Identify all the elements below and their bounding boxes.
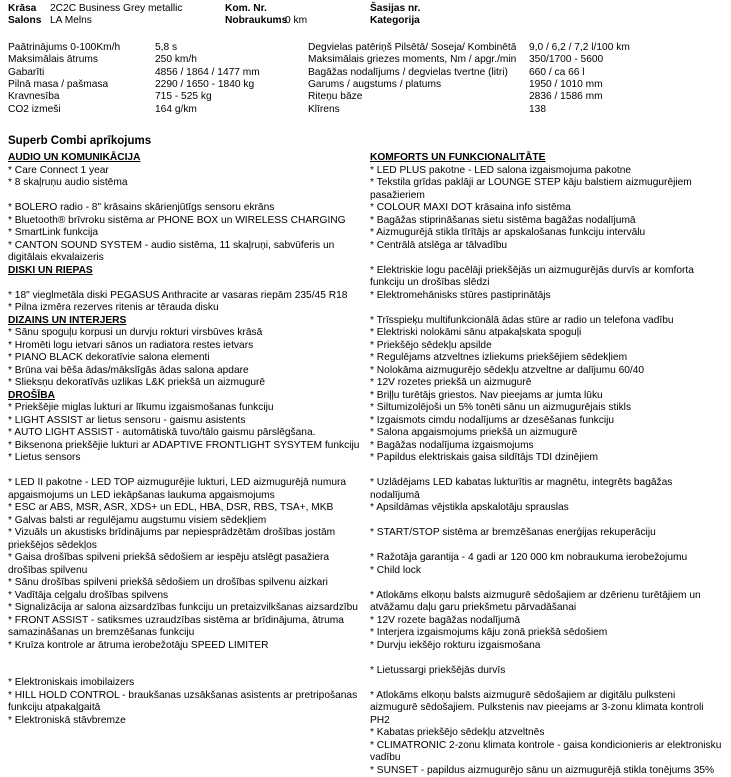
equipment-item [8,602,363,615]
equipment-item-description: - gaisa kondicionieris ar elektronisku vadību [370,740,721,764]
equipment-item-description: - LED TOP aizmugurējie lukturi, LED aizmugurējā numura apgaismojums un LED iekāpšanas laukuma apgaismojums [8,477,346,501]
equipment-item-text: * Atlokāms elkoņu balsts aizmugurē sēdošajiem ar digitālu pulksteni aizmugurē sēdošajiem. Pulkstenis nav pieejams ar 3-zonu klimata kontroli PH2 [370,690,704,726]
spec-label: Paātrinājums 0-100Km/h [8,42,120,55]
equipment-item [8,715,363,728]
spec-value: 2836 / 1586 mm [529,91,603,104]
spec-label: Riteņu bāze [308,91,362,104]
equipment-item-text: * Elektriskie logu pacēlāji priekšējās un aizmugurējās durvīs ar komforta funkciju un drošības slēdzi [370,265,694,289]
equipment-item-text: * Gaisa drošības spilveni priekšā sēdošiem ar iespēju atslēgt pasažiera drošības spilvenu [8,552,329,576]
equipment-item [370,315,725,328]
equipment-item [8,227,363,240]
equipment-item-description: - audio sistēma, 11 skaļruņi, sabvūferis un digitālais ekvalaizeris [8,240,334,264]
equipment-item [8,440,363,453]
equipment-item-text: * Durvju iekšējo rokturu izgaismošana [370,640,540,651]
spec-label: Bagāžas nodalījums / degvielas tvertne (litri) [308,67,508,80]
section-heading: DROŠĪBA [8,390,363,403]
equipment-item [370,527,725,540]
spec-label: Garums / augstums / platums [308,79,441,92]
equipment-item-text: * Bagāžas stiprināšanas sietu sistēma bagāžas nodalījumā [370,215,636,226]
equipment-item [370,727,725,740]
spec-label: CO2 izmeši [8,104,61,117]
equipment-item-text: * Apsildāmas vējstikla apskalotāju sprauslas [370,502,569,513]
equipment-item-text: * Siltumizolējoši un 5% tonēti sānu un aizmugurējais stikls [370,402,631,413]
equipment-item-text: * BOLERO radio [8,202,83,213]
equipment-item-text: * Sānu spoguļu korpusi un durvju rokturi virsbūves krāsā [8,327,262,338]
spacer [370,652,725,665]
equipment-item [370,165,725,178]
equipment-item-text: * Kabatas priekšējo sēdekļu atzveltnēs [370,727,544,738]
equipment-item-text: * Izgaismots cimdu nodalījums ar dzesēšanas funkciju [370,415,614,426]
equipment-item [370,352,725,365]
equipment-item [8,365,363,378]
equipment-item [8,215,363,228]
equipment-item-description: - satiksmes uzraudzības sistēma ar brīdinājuma, ātruma samazināšanas un bremzēšanas funkciju [8,615,344,639]
equipment-item [370,477,725,502]
equipment-item [8,202,363,215]
equipment-item [370,377,725,390]
spec-value: 350/1700 - 5600 [529,54,603,67]
spec-value: 715 - 525 kg [155,91,212,104]
salons-label: Salons [8,15,41,28]
section-heading: KOMFORTS UN FUNKCIONALITĀTE [370,152,725,165]
equipment-item-text: * Biksenona priekšējie lukturi ar ADAPTIVE FRONTLIGHT SYSYTEM funkciju [8,440,359,451]
equipment-item [8,302,363,315]
equipment-item [370,415,725,428]
section-heading: DIZAINS UN INTERJERS [8,315,363,328]
equipment-item-text: * Centrālā atslēga ar tālvadību [370,240,507,251]
equipment-item-text: * Galvas balsti ar regulējamu augstumu visiem sēdekļiem [8,515,266,526]
equipment-item-text: * 18" vieglmetāla diski PEGASUS Anthracite ar vasaras riepām 235/45 R18 [8,290,347,301]
equipment-item-text: * Salona apgaismojums priekšā un aizmugurē [370,427,577,438]
spec-value: 1950 / 1010 mm [529,79,603,92]
equipment-item-text: * CLIMATRONIC 2-zonu klimata kontrole [370,740,554,751]
equipment-item-text: * 8 skaļruņu audio sistēma [8,177,127,188]
equipment-item-text: * Elektroniskā stāvbremze [8,715,126,726]
equipment-item [8,527,363,552]
equipment-item [8,552,363,577]
equipment-item-text: * Elektroniskais imobilaizers [8,677,134,688]
equipment-item-text: * Regulējams atzveltnes izliekums priekšējiem sēdekļiem [370,352,627,363]
equipment-item-text: * PIANO BLACK dekoratīvie salona elementi [8,352,210,363]
spacer [370,515,725,528]
equipment-item-text: * Trīsspieķu multifunkcionālā ādas stūre ar radio un telefona vadību [370,315,674,326]
salons-value: LA Melns [50,15,92,28]
equipment-item [8,240,363,265]
equipment-item-text: * Signalizācija ar salona aizsardzības funkciju un pretaizvilkšanas aizsardzību [8,602,358,613]
equipment-item-description: - automātiskā tuvo/tālo gaismu pārslēgšana. [113,427,315,438]
spacer [370,302,725,315]
spec-value: 2290 / 1650 - 1840 kg [155,79,254,92]
equipment-item-text: * Nolokāma aizmugurējo sēdekļu atzveltne ar dalījumu 60/40 [370,365,644,376]
equipment-item [8,640,363,653]
equipment-item [370,552,725,565]
equipment-item [8,690,363,715]
spec-value: 138 [529,104,546,117]
equipment-item [8,377,363,390]
equipment-item [370,440,725,453]
equipment-item [370,427,725,440]
equipment-item-text: * Priekšējo sēdekļu apsilde [370,340,492,351]
equipment-item-text: * Care Connect 1 year [8,165,109,176]
spacer [8,665,363,678]
spec-label: Maksimālais ātrums [8,54,98,67]
equipment-item [370,502,725,515]
equipment-item-text: * Papildus elektriskais gaisa sildītājs TDI dzinējiem [370,452,598,463]
equipment-item-text: * Priekšējie miglas lukturi ar līkumu izgaismošanas funkciju [8,402,274,413]
equipment-item [370,290,725,303]
equipment-item-text: * HILL HOLD CONTROL [8,690,119,701]
spacer [370,577,725,590]
equipment-item [8,340,363,353]
equipment-item-text: * FRONT ASSIST [8,615,88,626]
spec-label: Pilnā masa / pašmasa [8,79,108,92]
spec-label: Degvielas patēriņš Pilsētā/ Šoseja/ Kombinētā [308,42,516,55]
equipment-item-description: - papildus aizmugurējo sānu un aizmugurējā stikla tonējums 35% [418,765,714,776]
equipment-item [8,477,363,502]
equipment-item-text: * Uzlādējams LED kabatas lukturītis ar magnētu, integrēts bagāžas nodalījumā [370,477,672,501]
spacer [370,540,725,553]
equipment-item [370,327,725,340]
equipment-item [8,290,363,303]
equipment-item [8,677,363,690]
equipment-item-text: * Vizuāls un akustisks brīdinājums par nepiesprādzētām drošības jostām priekšējos sēdekļos [8,527,335,551]
equipment-item [370,590,725,615]
spec-value: 164 g/km [155,104,197,117]
equipment-left-column [8,152,363,727]
equipment-item [8,577,363,590]
equipment-item [370,627,725,640]
equipment-item-text: * ESC ar ABS, MSR, ASR, XDS+ un EDL, HBA, DSR, RBS, TSA+, MKB [8,502,333,513]
spec-value: 250 km/h [155,54,197,67]
equipment-item [370,402,725,415]
spacer [8,465,363,478]
nobraukums-value: 0 km [285,15,307,28]
equipment-item [8,452,363,465]
equipment-item-text: * SUNSET [370,765,418,776]
equipment-item-text: * LED PLUS pakotne [370,165,465,176]
equipment-item [370,177,725,202]
equipment-item-text: * Slieksņu dekoratīvās uzlikas L&K priekšā un aizmugurē [8,377,265,388]
equipment-item [8,177,363,190]
spacer [8,652,363,665]
equipment-item-text: * SmartLink funkcija [8,227,98,238]
spacer [370,252,725,265]
equipment-item-description: - gaismu asistents [161,415,246,426]
equipment-item [8,415,363,428]
equipment-item-text: * Pilna izmēra rezerves ritenis ar tērauda disku [8,302,219,313]
spec-value: 4856 / 1864 / 1477 mm [155,67,260,80]
section-heading: DISKI UN RIEPAS [8,265,363,278]
equipment-item [370,240,725,253]
equipment-item-text: * COLOUR MAXI DOT krāsaina info sistēma [370,202,571,213]
equipment-item [8,515,363,528]
equipment-item [370,765,725,777]
spacer [8,277,363,290]
equipment-item-text: * Elektromehānisks stūres pastiprinātājs [370,290,551,301]
kom-label: Kom. Nr. [225,3,267,16]
kategorija-label: Kategorija [370,15,420,28]
equipment-item [370,390,725,403]
equipment-item [8,427,363,440]
equipment-item [370,365,725,378]
equipment-item [370,227,725,240]
spacer [370,677,725,690]
equipment-item [370,215,725,228]
equipment-item-description: - 4 gadi ar 120 000 km nobraukuma ierobežojumu [459,552,687,563]
equipment-item-text: * Interjera izgaismojums kāju zonā priekšā sēdošiem [370,627,607,638]
equipment-item-description: - braukšanas uzsākšanas asistents ar pretripošanas funkciju atpakaļgaitā [8,690,357,714]
equipment-item-text: * CANTON SOUND SYSTEM [8,240,142,251]
equipment-item-text: * LIGHT ASSIST ar lietus sensoru [8,415,161,426]
equipment-item [8,352,363,365]
equipment-item-text: * Hromēti logu ietvari sānos un radiatora restes ietvars [8,340,253,351]
equipment-item-text: * Briļļu turētājs griestos. Nav pieejams ar jumta lūku [370,390,603,401]
spec-label: Kravnesība [8,91,60,104]
equipment-item-text: * START/STOP sistēma ar bremzēšanas enerģijas rekuperāciju [370,527,656,538]
equipment-item-text: * 12V rozetes priekšā un aizmugurē [370,377,531,388]
equipment-item-text: * Bagāžas nodalījuma izgaismojums [370,440,534,451]
equipment-item [8,165,363,178]
spec-label: Gabarīti [8,67,44,80]
spec-value: 660 / ca 66 l [529,67,585,80]
equipment-item-text: * Bluetooth® brīvroku sistēma ar PHONE BOX un WIRELESS CHARGING [8,215,346,226]
equipment-item [370,202,725,215]
section-heading: AUDIO UN KOMUNIKĀCIJA [8,152,363,165]
equipment-item-text: * Brūna vai bēša ādas/mākslīgās ādas salona apdare [8,365,249,376]
equipment-item-text: * LED II pakotne [8,477,82,488]
equipment-item-text: * Lietus sensors [8,452,80,463]
equipment-item [8,327,363,340]
spacer [8,190,363,203]
equipment-item [8,402,363,415]
equipment-item [370,265,725,290]
equipment-item-text: * Kruīza kontrole ar ātruma ierobežotāju SPEED LIMITER [8,640,268,651]
krasa-value: 2C2C Business Grey metallic [50,3,182,16]
equipment-item-text: * Elektriski nolokāmi sānu atpakaļskata spoguļi [370,327,581,338]
equipment-item [370,340,725,353]
equipment-item [8,615,363,640]
equipment-item [370,665,725,678]
nobraukums-label: Nobraukums [225,15,287,28]
equipment-item-text: * Tekstila grīdas paklāji ar LOUNGE STEP kāju balstiem aizmugurējiem pasažieriem [370,177,692,201]
equipment-item-text: * Vadītāja ceļgalu drošības spilvens [8,590,168,601]
equipment-item-text: * Ražotāja garantija [370,552,459,563]
equipment-item [370,452,725,465]
spec-value: 5,8 s [155,42,177,55]
equipment-item-text: * Aizmugurējā stikla tīrītājs ar apskalošanas funkciju intervālu [370,227,645,238]
equipment-item-text: * Lietussargi priekšējās durvīs [370,665,505,676]
spec-value: 9,0 / 6,2 / 7,2 l/100 km [529,42,630,55]
sasijas-label: Šasijas nr. [370,3,420,16]
spec-label: Maksimālais griezes moments, Nm / apgr./min [308,54,516,67]
equipment-item [370,690,725,728]
equipment-item [8,502,363,515]
equipment-item [8,590,363,603]
equipment-item-text: * Child lock [370,565,421,576]
equipment-item-text: * Sānu drošības spilveni priekšā sēdošiem un drošības spilvenu aizkari [8,577,328,588]
krasa-label: Krāsa [8,3,36,16]
equipment-item [370,740,725,765]
equipment-title: Superb Combi aprīkojums [8,135,151,148]
spacer [370,465,725,478]
equipment-item [370,615,725,628]
equipment-item-text: * AUTO LIGHT ASSIST [8,427,113,438]
spec-label: Klīrens [308,104,340,117]
equipment-item-description: - LED salona izgaismojuma pakotne [465,165,631,176]
equipment-item [370,640,725,653]
equipment-item-text: * Atlokāms elkoņu balsts aizmugurē sēdošajiem ar dzērienu turētājiem un atvāžamu daļu garu priekšmetu pārvadāšanai [370,590,701,614]
equipment-right-column [370,152,725,777]
equipment-item-text: * 12V rozete bagāžas nodalījumā [370,615,520,626]
equipment-item [370,565,725,578]
equipment-item-description: - 8" krāsains skārienjūtīgs sensoru ekrāns [83,202,275,213]
